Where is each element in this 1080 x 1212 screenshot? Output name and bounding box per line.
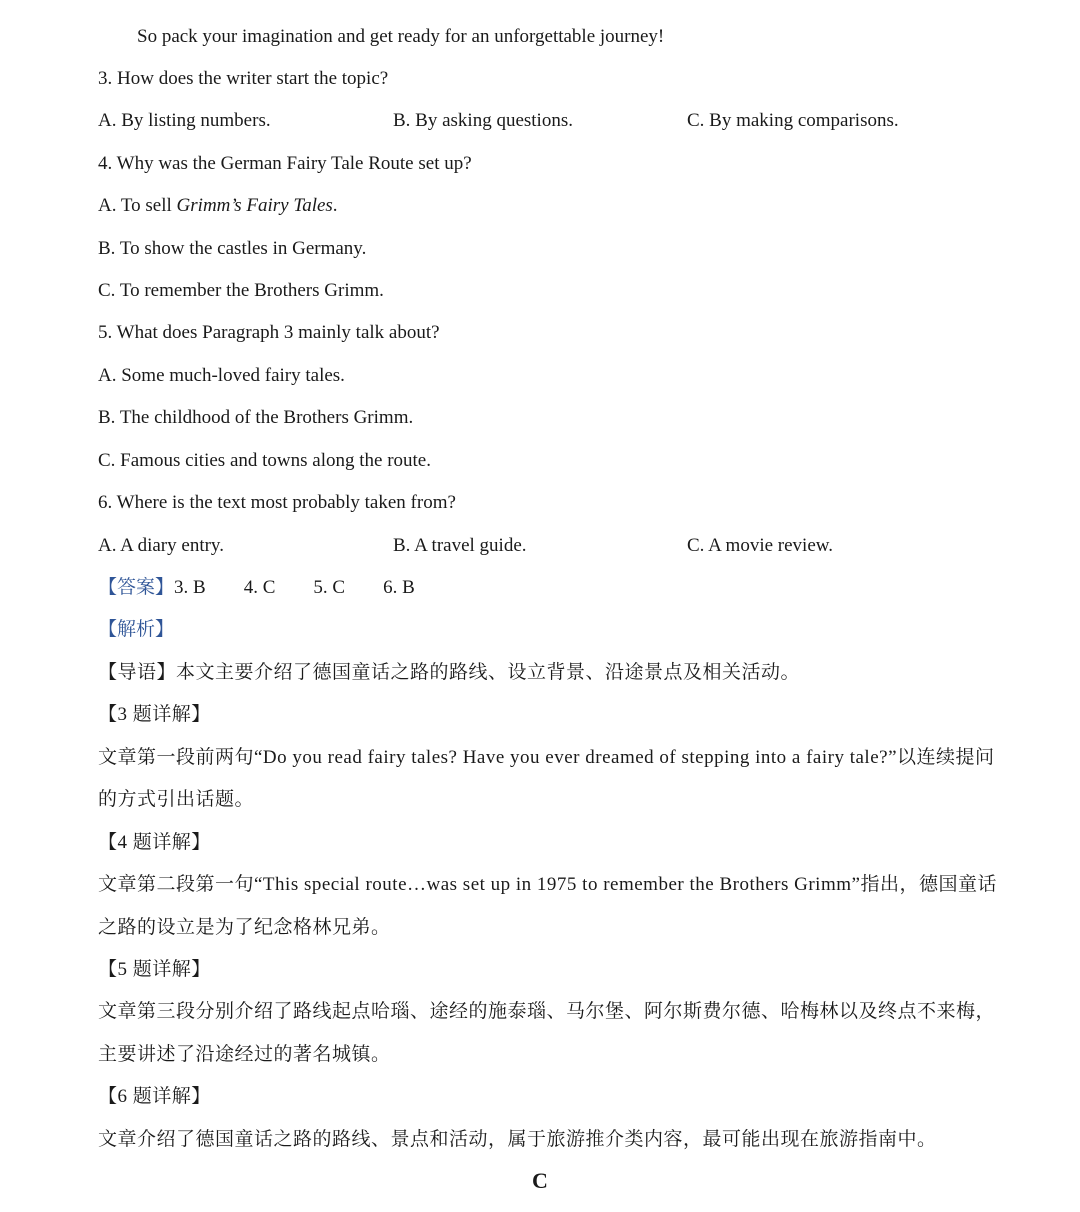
question-6-option-a: A. A diary entry. — [98, 535, 224, 556]
question-3-stem: 3. How does the writer start the topic? — [98, 68, 389, 89]
question-4-option-a-prefix: A. To sell — [98, 195, 177, 216]
detail-5-line-1: 文章第三段分别介绍了路线起点哈瑙、途经的施泰瑙、马尔堡、阿尔斯费尔德、哈梅林以及终点不来梅， — [98, 1001, 996, 1022]
analysis-label: 【解析】 — [98, 619, 175, 640]
detail-5-heading: 【5 题详解】 — [98, 959, 211, 980]
detail-3-heading: 【3 题详解】 — [98, 704, 211, 725]
section-c-heading: C — [532, 1168, 548, 1193]
detail-5-line-2: 主要讲述了沿途经过的著名城镇。 — [98, 1044, 391, 1065]
detail-3-line-1: 文章第一段前两句“Do you read fairy tales? Have you ever dreamed of stepping into a fairy tale?”以连续提问 — [98, 747, 995, 768]
detail-4-line-2: 之路的设立是为了纪念格林兄弟。 — [98, 917, 391, 938]
passage-closing-line: So pack your imagination and get ready for an unforgettable journey! — [137, 26, 665, 47]
answer-item: 3. B — [174, 577, 206, 598]
detail-4-heading: 【4 题详解】 — [98, 832, 211, 853]
question-5-stem: 5. What does Paragraph 3 mainly talk about? — [98, 322, 440, 343]
question-4-stem: 4. Why was the German Fairy Tale Route set up? — [98, 153, 472, 174]
answer-item: 5. C — [313, 577, 346, 598]
question-6-option-b: B. A travel guide. — [393, 535, 527, 556]
answer-item: 6. B — [383, 577, 415, 598]
question-4-option-a-title: Grimm’s Fairy Tales — [176, 195, 333, 216]
detail-4-line-1: 文章第二段第一句“This special route…was set up in 1975 to remember the Brothers Grimm”指出，德国童话 — [98, 874, 997, 895]
detail-6-line-1: 文章介绍了德国童话之路的路线、景点和活动，属于旅游推介类内容，最可能出现在旅游指南中。 — [98, 1129, 937, 1150]
detail-6-heading: 【6 题详解】 — [98, 1086, 211, 1107]
question-4-option-c: C. To remember the Brothers Grimm. — [98, 280, 384, 301]
question-3-option-b: B. By asking questions. — [393, 110, 573, 131]
question-4-option-a — [98, 193, 338, 219]
question-3-option-c: C. By making comparisons. — [687, 110, 899, 131]
guide-text: 本文主要介绍了德国童话之路的路线、设立背景、沿途景点及相关活动。 — [176, 662, 801, 683]
question-3-option-a: A. By listing numbers. — [98, 110, 271, 131]
answer-row — [98, 575, 453, 601]
detail-3-line-2: 的方式引出话题。 — [98, 789, 255, 810]
question-5-option-c: C. Famous cities and towns along the route. — [98, 450, 431, 471]
question-6-stem: 6. Where is the text most probably taken from? — [98, 492, 456, 513]
question-4-option-b: B. To show the castles in Germany. — [98, 238, 367, 259]
guide-label: 【导语】 — [98, 662, 177, 683]
question-5-option-a: A. Some much-loved fairy tales. — [98, 365, 345, 386]
question-4-option-a-suffix: . — [332, 195, 338, 216]
question-6-option-c: C. A movie review. — [687, 535, 833, 556]
question-5-option-b: B. The childhood of the Brothers Grimm. — [98, 407, 414, 428]
guide-paragraph — [98, 660, 800, 686]
answer-item: 4. C — [243, 577, 276, 598]
answer-label: 【答案】 — [98, 577, 175, 598]
